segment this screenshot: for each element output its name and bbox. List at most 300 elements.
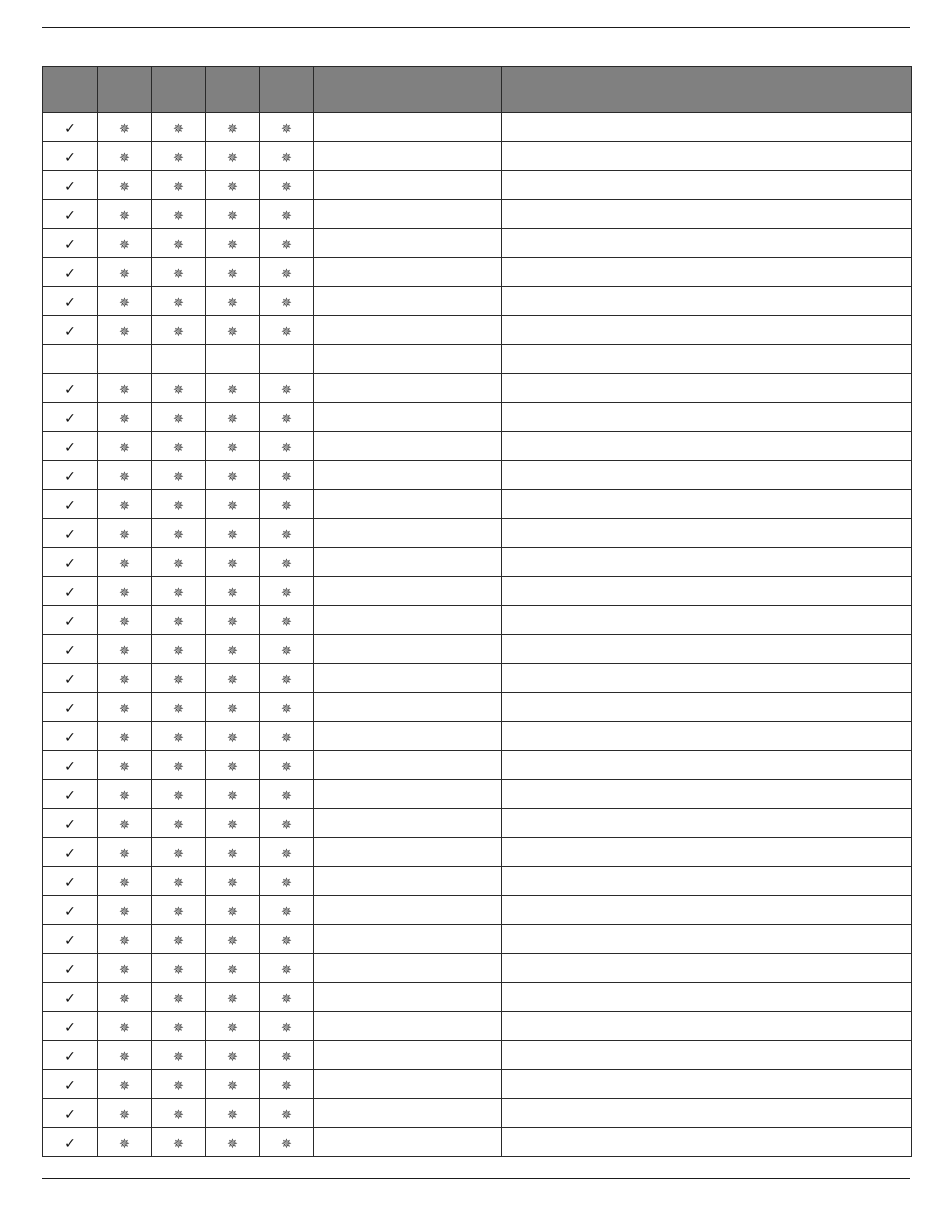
mark-cell xyxy=(206,925,260,954)
mark-cell xyxy=(152,200,206,229)
asterisk-icon: ✵ xyxy=(281,179,292,195)
table-row xyxy=(43,345,912,374)
mark-cell xyxy=(206,577,260,606)
check-cell xyxy=(43,142,98,171)
asterisk-icon: ✵ xyxy=(227,643,238,659)
mark-cell xyxy=(152,780,206,809)
check-cell xyxy=(43,838,98,867)
table-row xyxy=(43,432,912,461)
asterisk-icon: ✵ xyxy=(227,933,238,949)
mark-cell xyxy=(98,896,152,925)
asterisk-icon: ✵ xyxy=(119,295,130,311)
check-cell xyxy=(43,287,98,316)
mark-cell xyxy=(260,664,314,693)
asterisk-icon: ✵ xyxy=(281,962,292,978)
mark-cell xyxy=(260,490,314,519)
mark-cell xyxy=(152,896,206,925)
asterisk-icon: ✵ xyxy=(281,208,292,224)
text-cell xyxy=(314,635,502,664)
check-cell xyxy=(43,867,98,896)
mark-cell xyxy=(260,1070,314,1099)
check-icon: ✓ xyxy=(64,816,76,833)
asterisk-icon: ✵ xyxy=(281,759,292,775)
mark-cell xyxy=(260,780,314,809)
mark-cell xyxy=(260,925,314,954)
mark-cell xyxy=(98,1012,152,1041)
asterisk-icon: ✵ xyxy=(119,527,130,543)
notes-cell xyxy=(502,113,912,142)
asterisk-icon: ✵ xyxy=(173,440,184,456)
notes-cell xyxy=(502,316,912,345)
notes-cell xyxy=(502,751,912,780)
asterisk-icon: ✵ xyxy=(173,730,184,746)
check-cell xyxy=(43,1070,98,1099)
asterisk-icon: ✵ xyxy=(119,411,130,427)
text-cell xyxy=(314,171,502,200)
checklist-table xyxy=(42,66,912,1157)
asterisk-icon: ✵ xyxy=(173,904,184,920)
asterisk-icon: ✵ xyxy=(281,875,292,891)
text-cell xyxy=(314,1041,502,1070)
check-cell xyxy=(43,113,98,142)
mark-cell xyxy=(260,751,314,780)
asterisk-icon: ✵ xyxy=(119,1107,130,1123)
check-icon: ✓ xyxy=(64,961,76,978)
asterisk-icon: ✵ xyxy=(173,1107,184,1123)
mark-cell xyxy=(152,142,206,171)
mark-cell xyxy=(98,316,152,345)
mark-cell xyxy=(152,403,206,432)
asterisk-icon: ✵ xyxy=(173,208,184,224)
check-icon: ✓ xyxy=(64,1135,76,1152)
mark-cell xyxy=(98,461,152,490)
check-cell xyxy=(43,403,98,432)
check-icon: ✓ xyxy=(64,439,76,456)
mark-cell xyxy=(98,838,152,867)
asterisk-icon: ✵ xyxy=(119,614,130,630)
check-icon: ✓ xyxy=(64,729,76,746)
mark-cell xyxy=(152,316,206,345)
check-cell xyxy=(43,519,98,548)
mark-cell xyxy=(206,896,260,925)
mark-cell xyxy=(260,954,314,983)
table-row xyxy=(43,200,912,229)
mark-cell xyxy=(206,1070,260,1099)
check-icon: ✓ xyxy=(64,120,76,137)
mark-cell xyxy=(206,403,260,432)
check-cell xyxy=(43,490,98,519)
mark-cell xyxy=(98,577,152,606)
asterisk-icon: ✵ xyxy=(281,643,292,659)
header-cell-6 xyxy=(314,67,502,113)
check-cell xyxy=(43,171,98,200)
check-cell xyxy=(43,925,98,954)
mark-cell xyxy=(98,200,152,229)
mark-cell xyxy=(206,809,260,838)
notes-cell xyxy=(502,548,912,577)
mark-cell xyxy=(98,1070,152,1099)
mark-cell xyxy=(98,113,152,142)
mark-cell xyxy=(98,142,152,171)
asterisk-icon: ✵ xyxy=(173,962,184,978)
asterisk-icon: ✵ xyxy=(119,875,130,891)
notes-cell xyxy=(502,1041,912,1070)
mark-cell xyxy=(98,171,152,200)
asterisk-icon: ✵ xyxy=(173,817,184,833)
check-cell xyxy=(43,1128,98,1157)
mark-cell xyxy=(152,606,206,635)
text-cell xyxy=(314,548,502,577)
asterisk-icon: ✵ xyxy=(227,556,238,572)
asterisk-icon: ✵ xyxy=(227,411,238,427)
mark-cell xyxy=(206,461,260,490)
table-row xyxy=(43,1099,912,1128)
mark-cell xyxy=(260,258,314,287)
table-row xyxy=(43,751,912,780)
check-cell xyxy=(43,954,98,983)
check-icon: ✓ xyxy=(64,381,76,398)
table-row xyxy=(43,229,912,258)
mark-cell xyxy=(206,519,260,548)
mark-cell xyxy=(98,345,152,374)
asterisk-icon: ✵ xyxy=(281,556,292,572)
check-icon: ✓ xyxy=(64,1019,76,1036)
mark-cell xyxy=(260,606,314,635)
check-cell xyxy=(43,635,98,664)
mark-cell xyxy=(260,867,314,896)
mark-cell xyxy=(260,983,314,1012)
text-cell xyxy=(314,229,502,258)
notes-cell xyxy=(502,577,912,606)
notes-cell xyxy=(502,664,912,693)
mark-cell xyxy=(260,548,314,577)
check-cell xyxy=(43,1041,98,1070)
check-cell xyxy=(43,809,98,838)
asterisk-icon: ✵ xyxy=(173,295,184,311)
asterisk-icon: ✵ xyxy=(119,672,130,688)
asterisk-icon: ✵ xyxy=(227,614,238,630)
asterisk-icon: ✵ xyxy=(227,875,238,891)
asterisk-icon: ✵ xyxy=(119,933,130,949)
mark-cell xyxy=(260,142,314,171)
asterisk-icon: ✵ xyxy=(227,1020,238,1036)
check-icon: ✓ xyxy=(64,265,76,282)
asterisk-icon: ✵ xyxy=(281,498,292,514)
asterisk-icon: ✵ xyxy=(227,440,238,456)
asterisk-icon: ✵ xyxy=(119,1020,130,1036)
notes-cell xyxy=(502,229,912,258)
check-cell xyxy=(43,751,98,780)
mark-cell xyxy=(206,548,260,577)
asterisk-icon: ✵ xyxy=(281,266,292,282)
asterisk-icon: ✵ xyxy=(119,962,130,978)
asterisk-icon: ✵ xyxy=(227,991,238,1007)
asterisk-icon: ✵ xyxy=(173,324,184,340)
asterisk-icon: ✵ xyxy=(281,701,292,717)
notes-cell xyxy=(502,519,912,548)
check-icon: ✓ xyxy=(64,410,76,427)
asterisk-icon: ✵ xyxy=(281,672,292,688)
check-icon: ✓ xyxy=(64,932,76,949)
mark-cell xyxy=(152,490,206,519)
mark-cell xyxy=(152,983,206,1012)
check-icon: ✓ xyxy=(64,236,76,253)
check-icon: ✓ xyxy=(64,990,76,1007)
asterisk-icon: ✵ xyxy=(281,1049,292,1065)
text-cell xyxy=(314,693,502,722)
check-icon: ✓ xyxy=(64,671,76,688)
mark-cell xyxy=(98,519,152,548)
table-row xyxy=(43,374,912,403)
asterisk-icon: ✵ xyxy=(281,150,292,166)
mark-cell xyxy=(98,287,152,316)
check-icon: ✓ xyxy=(64,845,76,862)
mark-cell xyxy=(260,693,314,722)
mark-cell xyxy=(98,374,152,403)
asterisk-icon: ✵ xyxy=(119,991,130,1007)
notes-cell xyxy=(502,1099,912,1128)
check-icon: ✓ xyxy=(64,1048,76,1065)
notes-cell xyxy=(502,258,912,287)
mark-cell xyxy=(98,1041,152,1070)
notes-cell xyxy=(502,722,912,751)
check-icon: ✓ xyxy=(64,1077,76,1094)
asterisk-icon: ✵ xyxy=(227,1049,238,1065)
text-cell xyxy=(314,1012,502,1041)
check-cell xyxy=(43,229,98,258)
asterisk-icon: ✵ xyxy=(227,150,238,166)
asterisk-icon: ✵ xyxy=(281,237,292,253)
mark-cell xyxy=(260,519,314,548)
asterisk-icon: ✵ xyxy=(281,817,292,833)
mark-cell xyxy=(206,664,260,693)
text-cell xyxy=(314,780,502,809)
notes-cell xyxy=(502,635,912,664)
asterisk-icon: ✵ xyxy=(173,382,184,398)
check-cell xyxy=(43,606,98,635)
asterisk-icon: ✵ xyxy=(281,730,292,746)
mark-cell xyxy=(260,577,314,606)
asterisk-icon: ✵ xyxy=(119,1078,130,1094)
check-cell xyxy=(43,258,98,287)
mark-cell xyxy=(260,1012,314,1041)
asterisk-icon: ✵ xyxy=(119,759,130,775)
check-cell xyxy=(43,1012,98,1041)
mark-cell xyxy=(98,635,152,664)
asterisk-icon: ✵ xyxy=(227,962,238,978)
table-header-row xyxy=(43,67,912,113)
asterisk-icon: ✵ xyxy=(173,556,184,572)
check-cell xyxy=(43,664,98,693)
check-icon: ✓ xyxy=(64,700,76,717)
bottom-rule xyxy=(42,1178,910,1179)
mark-cell xyxy=(260,374,314,403)
text-cell xyxy=(314,867,502,896)
table-row xyxy=(43,548,912,577)
asterisk-icon: ✵ xyxy=(119,150,130,166)
mark-cell xyxy=(152,113,206,142)
mark-cell xyxy=(152,345,206,374)
asterisk-icon: ✵ xyxy=(281,324,292,340)
check-icon: ✓ xyxy=(64,584,76,601)
asterisk-icon: ✵ xyxy=(227,730,238,746)
header-cell-5 xyxy=(260,67,314,113)
asterisk-icon: ✵ xyxy=(281,904,292,920)
mark-cell xyxy=(260,171,314,200)
asterisk-icon: ✵ xyxy=(281,382,292,398)
asterisk-icon: ✵ xyxy=(281,788,292,804)
asterisk-icon: ✵ xyxy=(173,498,184,514)
mark-cell xyxy=(260,200,314,229)
mark-cell xyxy=(206,113,260,142)
mark-cell xyxy=(206,722,260,751)
mark-cell xyxy=(206,142,260,171)
mark-cell xyxy=(152,1070,206,1099)
table-row xyxy=(43,809,912,838)
asterisk-icon: ✵ xyxy=(227,1078,238,1094)
mark-cell xyxy=(260,461,314,490)
text-cell xyxy=(314,519,502,548)
mark-cell xyxy=(98,606,152,635)
mark-cell xyxy=(152,635,206,664)
check-icon: ✓ xyxy=(64,613,76,630)
table-row xyxy=(43,142,912,171)
asterisk-icon: ✵ xyxy=(227,1107,238,1123)
table-row xyxy=(43,316,912,345)
notes-cell xyxy=(502,1128,912,1157)
table-row xyxy=(43,664,912,693)
mark-cell xyxy=(206,345,260,374)
text-cell xyxy=(314,432,502,461)
table-row xyxy=(43,171,912,200)
text-cell xyxy=(314,983,502,1012)
asterisk-icon: ✵ xyxy=(227,672,238,688)
asterisk-icon: ✵ xyxy=(281,614,292,630)
table-row xyxy=(43,490,912,519)
table-row xyxy=(43,461,912,490)
mark-cell xyxy=(98,664,152,693)
mark-cell xyxy=(152,258,206,287)
asterisk-icon: ✵ xyxy=(119,846,130,862)
asterisk-icon: ✵ xyxy=(173,788,184,804)
mark-cell xyxy=(260,722,314,751)
notes-cell xyxy=(502,374,912,403)
notes-cell xyxy=(502,693,912,722)
mark-cell xyxy=(206,1099,260,1128)
text-cell xyxy=(314,287,502,316)
check-icon: ✓ xyxy=(64,555,76,572)
mark-cell xyxy=(152,867,206,896)
mark-cell xyxy=(98,983,152,1012)
text-cell xyxy=(314,954,502,983)
table-row xyxy=(43,287,912,316)
table-row xyxy=(43,780,912,809)
asterisk-icon: ✵ xyxy=(281,295,292,311)
asterisk-icon: ✵ xyxy=(227,382,238,398)
table-row xyxy=(43,635,912,664)
check-icon: ✓ xyxy=(64,526,76,543)
text-cell xyxy=(314,1128,502,1157)
notes-cell xyxy=(502,1070,912,1099)
notes-cell xyxy=(502,1012,912,1041)
asterisk-icon: ✵ xyxy=(119,643,130,659)
check-icon: ✓ xyxy=(64,758,76,775)
asterisk-icon: ✵ xyxy=(119,208,130,224)
asterisk-icon: ✵ xyxy=(227,179,238,195)
asterisk-icon: ✵ xyxy=(173,933,184,949)
mark-cell xyxy=(98,258,152,287)
mark-cell xyxy=(206,954,260,983)
check-cell xyxy=(43,374,98,403)
mark-cell xyxy=(98,432,152,461)
text-cell xyxy=(314,403,502,432)
asterisk-icon: ✵ xyxy=(227,498,238,514)
mark-cell xyxy=(206,316,260,345)
check-icon: ✓ xyxy=(64,642,76,659)
text-cell xyxy=(314,1070,502,1099)
mark-cell xyxy=(152,838,206,867)
mark-cell xyxy=(98,403,152,432)
asterisk-icon: ✵ xyxy=(173,991,184,1007)
check-cell xyxy=(43,577,98,606)
mark-cell xyxy=(206,983,260,1012)
notes-cell xyxy=(502,403,912,432)
asterisk-icon: ✵ xyxy=(119,440,130,456)
mark-cell xyxy=(260,809,314,838)
mark-cell xyxy=(260,345,314,374)
asterisk-icon: ✵ xyxy=(227,324,238,340)
mark-cell xyxy=(260,635,314,664)
asterisk-icon: ✵ xyxy=(173,266,184,282)
asterisk-icon: ✵ xyxy=(173,1049,184,1065)
asterisk-icon: ✵ xyxy=(173,875,184,891)
check-icon: ✓ xyxy=(64,1106,76,1123)
table-row xyxy=(43,896,912,925)
mark-cell xyxy=(206,867,260,896)
mark-cell xyxy=(152,548,206,577)
mark-cell xyxy=(206,780,260,809)
mark-cell xyxy=(152,722,206,751)
mark-cell xyxy=(152,432,206,461)
mark-cell xyxy=(98,490,152,519)
notes-cell xyxy=(502,780,912,809)
asterisk-icon: ✵ xyxy=(227,527,238,543)
text-cell xyxy=(314,374,502,403)
check-cell xyxy=(43,780,98,809)
text-cell xyxy=(314,896,502,925)
mark-cell xyxy=(152,664,206,693)
asterisk-icon: ✵ xyxy=(227,1136,238,1152)
check-cell xyxy=(43,316,98,345)
notes-cell xyxy=(502,896,912,925)
notes-cell xyxy=(502,200,912,229)
text-cell xyxy=(314,316,502,345)
mark-cell xyxy=(206,1041,260,1070)
table-body xyxy=(43,113,912,1157)
asterisk-icon: ✵ xyxy=(281,585,292,601)
notes-cell xyxy=(502,432,912,461)
asterisk-icon: ✵ xyxy=(281,991,292,1007)
mark-cell xyxy=(152,954,206,983)
mark-cell xyxy=(260,838,314,867)
asterisk-icon: ✵ xyxy=(227,759,238,775)
asterisk-icon: ✵ xyxy=(119,788,130,804)
text-cell xyxy=(314,142,502,171)
asterisk-icon: ✵ xyxy=(173,1136,184,1152)
asterisk-icon: ✵ xyxy=(173,411,184,427)
mark-cell xyxy=(206,693,260,722)
mark-cell xyxy=(206,432,260,461)
